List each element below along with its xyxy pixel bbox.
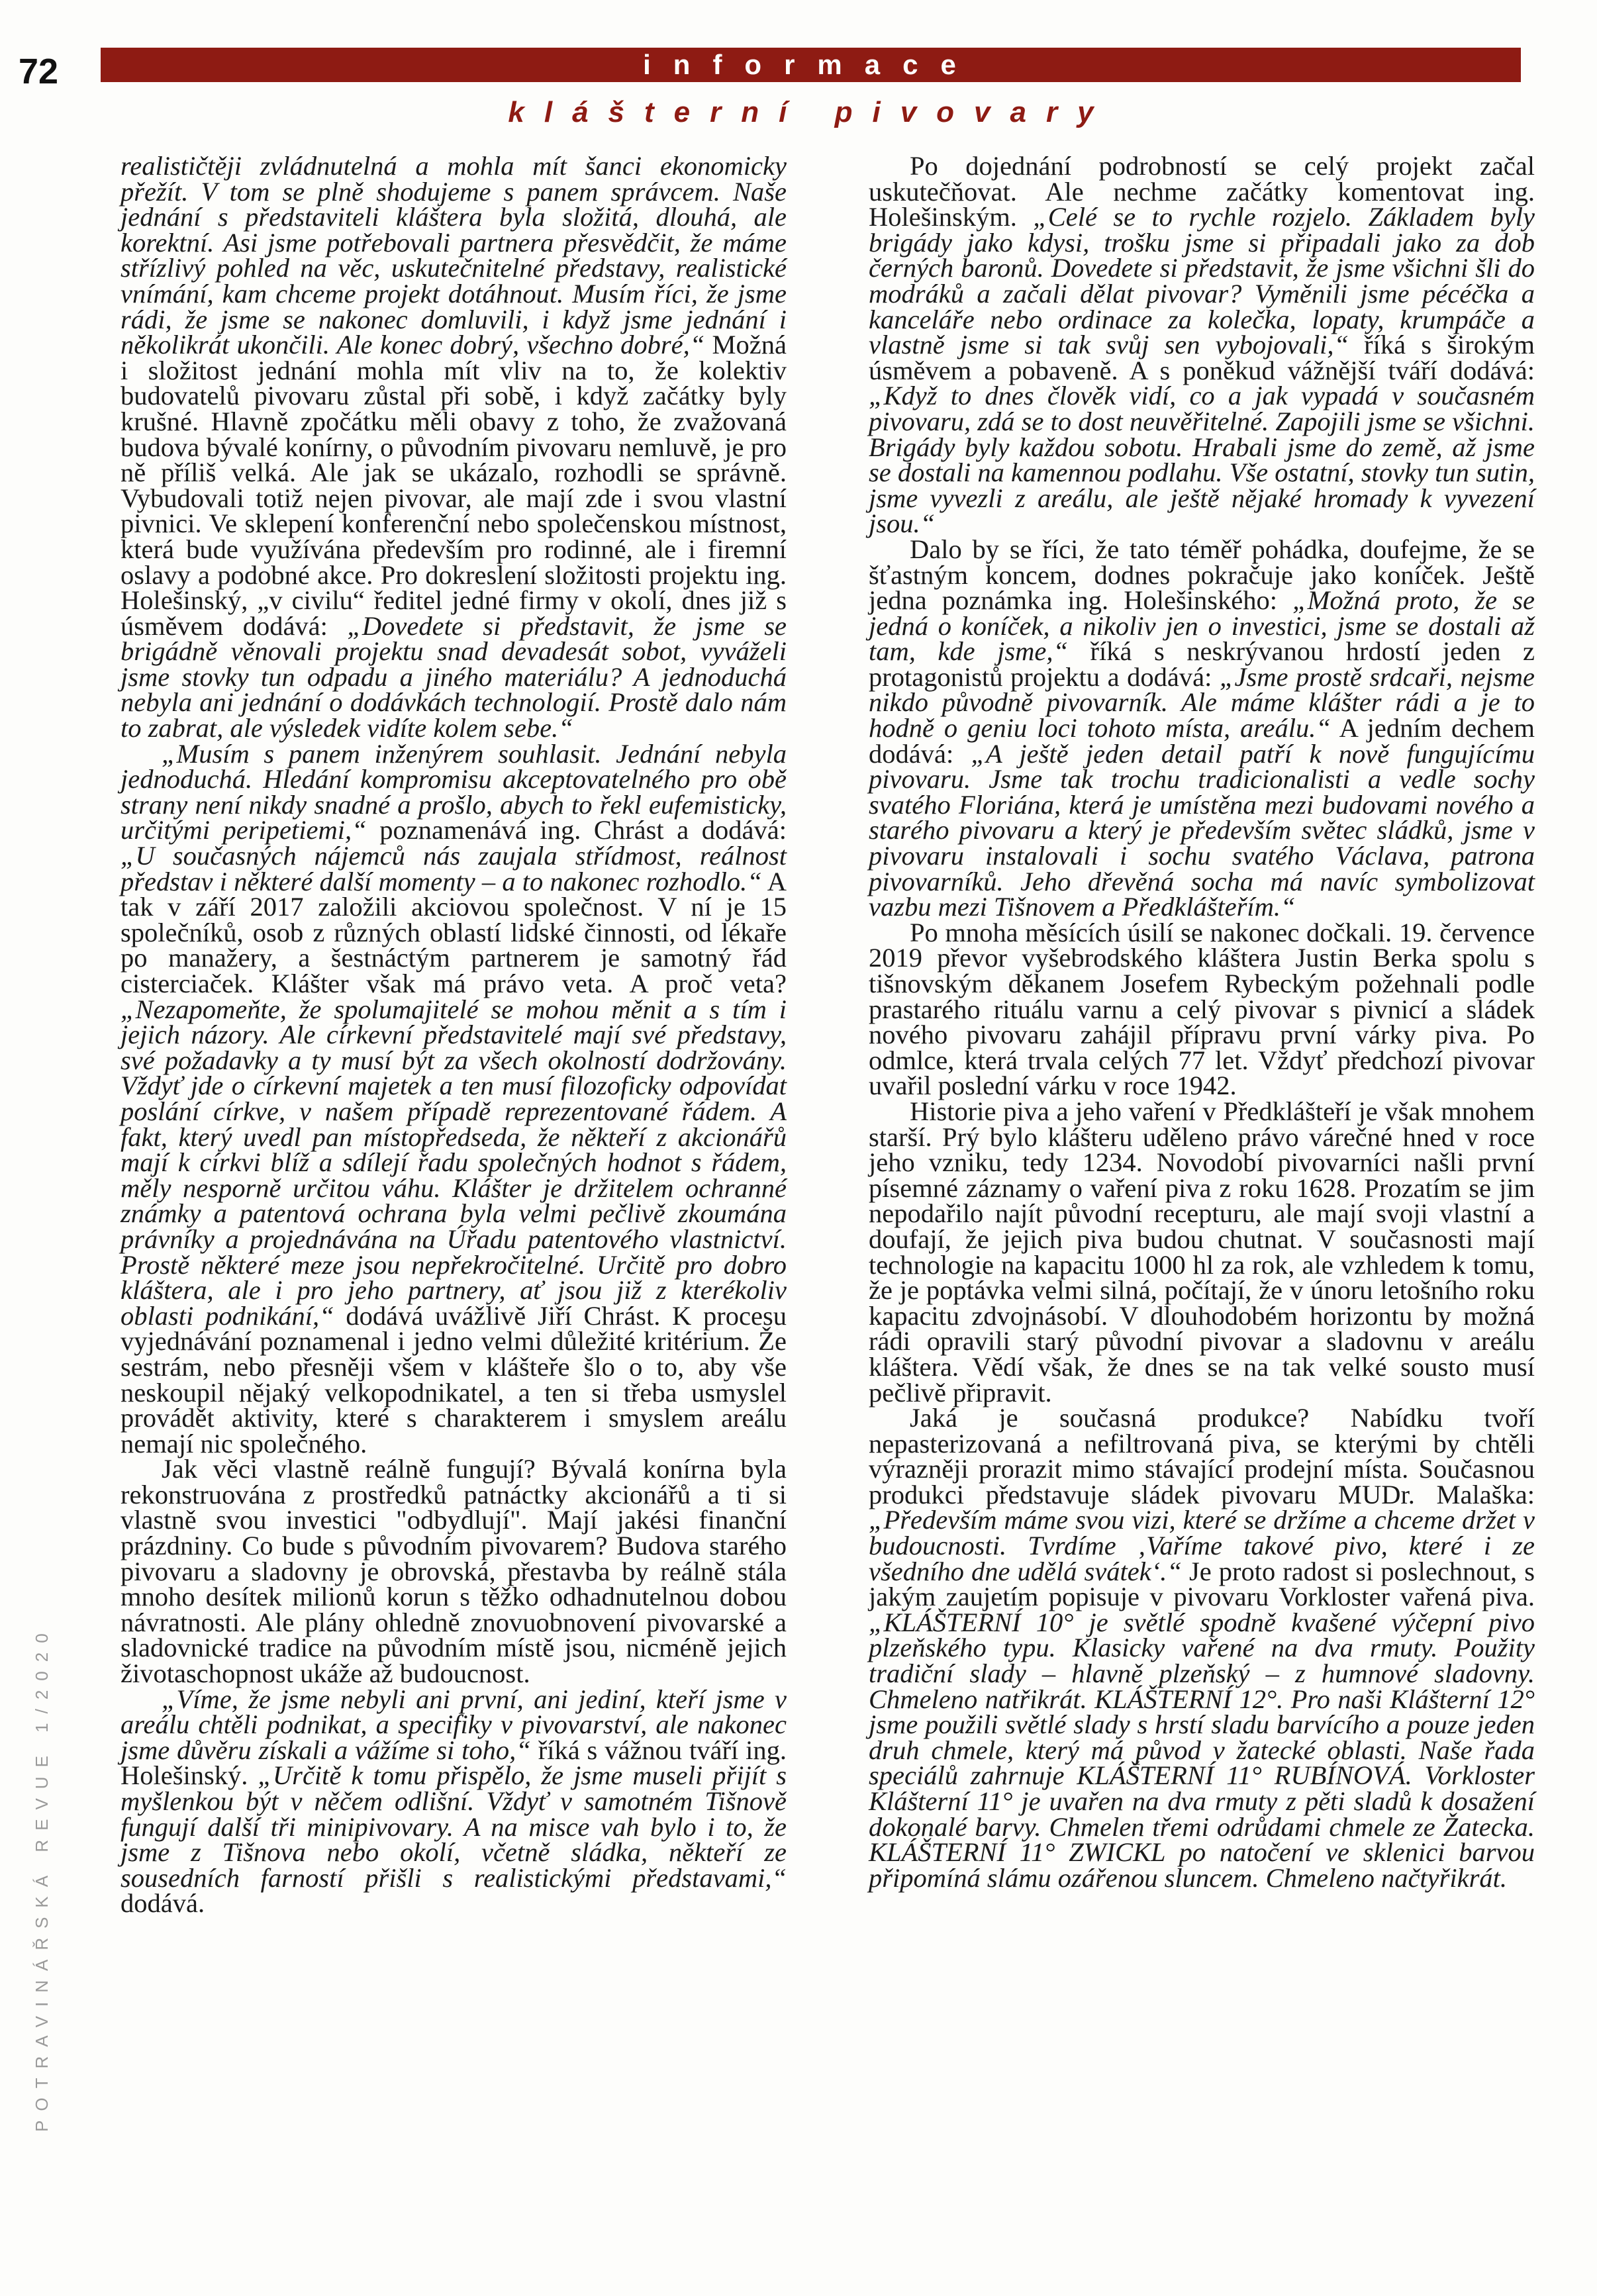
quote-text: „Musím s panem inženýrem souhlasit. Jednání nebyla jednoduchá. Hledání kompromisu akceptovatelného pro obě strany není nikdy snadné a prošlo, abych to řekl eufemisticky, určitými peripetiemi,“ [121, 738, 787, 845]
right-column-paragraph [869, 1403, 1535, 1893]
body-text: A tak v září 2017 založili akciovou společnost. V ní je 15 společníků, osob z různých oblastí lidské činnosti, od lékaře po manažery, a šestnáctým partnerem je samotný řád cisterciaček. Klášter však má právo veta. A proč veta? [121, 866, 787, 998]
quote-text: „Když to dnes člověk vidí, co a jak vypadá v současném pivovaru, zdá se to dost neuvěřitelné. Zapojili jsme se všichni. Brigády byly každou sobotu. Hrabali jsme do země, až jsme se dostali na kamennou podlahu. Vše ostatní, stovky tun sutin, jsme vyvezli z areálu, ale ještě nějaké hromady k vyvezení jsou.“ [869, 381, 1535, 539]
quote-text: „Víme, že jsme nebyli ani první, ani jediní, kteří jsme v areálu chtěli podnikat, a specifiky v pivovarství, ale nakonec jsme důvěru získali a vážíme si toho,“ [121, 1684, 787, 1765]
quote-text: „Dovedete si představit, že jsme se brigádně věnovali projektu snad devadesát sobot, vyváželi jsme stovky tun odpadu a jiného materiálu? A jednoduchá nebyla ani jednání o dodávkách technologií. Prostě dalo nám to zabrat, ale výsledek vidíte kolem sebe.“ [121, 610, 787, 743]
article-column-left [121, 151, 787, 1919]
body-text: Jak věci vlastně reálně fungují? Bývalá konírna byla rekonstruována z prostředků patnáctky akcionářů a ti si vlastně svou investici "odbydlují". Mají jakési finanční prázdniny. Co bude s původním pivovarem? Budova starého pivovaru a sladovny je obrovská, přestavba by reálně stála mnoho desítek milionů korun s těžko odhadnutelnou dobou návratnosti. Ale plány ohledně znovuobnovení pivovarské a sladovnické tradice na původním místě jsou, nicméně jejich životaschopnost ukáže až budoucnost. [121, 1454, 787, 1689]
body-text: Historie piva a jeho vaření v Předklášteří je však mnohem starší. Prý bylo klášteru uděleno právo várečné hned v roce jeho vzniku, tedy 1234. Novodobí pivovarníci našli první písemné záznamy o vaření piva z roku 1628. Prozatím se jim nepodařilo najít původní recepturu, ale mají svoji vlastní a doufají, že jejich piva budou chutnat. V současnosti mají technologie na kapacitu 1000 hl za rok, ale vzhledem k tomu, že je poptávka velmi silná, počítají, že v únoru letošního roku kapacitu zdvojnásobí. V dlouhodobém horizontu by možná rádi opravili starý původní pivovar a sladovnu v areálu kláštera. Vědí však, že dnes se na tak velké sousto musí pečlivě připravit. [869, 1096, 1535, 1408]
body-text: dodává uvážlivě Jiří Chrást. K procesu vyjednávání poznamenal i jedno velmi důležité kritérium. Že sestrám, nebo přesněji všem v klášteře šlo o to, aby vše neskoupil nějaký velkopodnikatel, a ten si třeba usmyslel provádět aktivity, které s charakterem i smyslem areálu nemají nic společného. [121, 1300, 787, 1459]
right-column-paragraph [869, 917, 1535, 1101]
quote-text: „U současných nájemců nás zaujala střídmost, reálnost představ i některé další momenty – a to nakonec rozhodlo.“ [121, 841, 787, 896]
body-text: Po dojednání podrobností se celý projekt začal uskutečňovat. Ale nechme začátky komentovat ing. Holešinským. [869, 151, 1535, 232]
body-text: Dalo by se říci, že tato téměř pohádka, doufejme, že se šťastným koncem, dodnes pokračuje jako koníček. Ještě jedna poznámka ing. Holešinského: [869, 534, 1535, 616]
body-text: dodává. [121, 1888, 205, 1919]
quote-text: „Určitě k tomu přispělo, že jsme museli přijít s myšlenkou být v něčem odlišní. Vždyť v samotném Tišnově fungují další tři minipivovary. A na misce vah bylo i to, že jsme z Tišnova nebo okolí, včetně sládka, někteří ze sousedních farností přišli s realistickými představami,“ [121, 1760, 787, 1893]
section-header-bar: informace [101, 48, 1521, 82]
quote-text: realističtěji zvládnutelná a mohla mít šanci ekonomicky přežít. V tom se plně shodujeme s panem správcem. Naše jednání s představiteli kláštera byla složitá, dlouhá, ale korektní. Asi jsme potřebovali partnera přesvědčit, že máme střízlivý pohled na věc, uskutečnitelné představy, realistické vnímání, kam chceme projekt dotáhnout. Musím říci, že jsme rádi, že jsme se nakonec domluvili, i když jsme jednání i několikrát ukončili. Ale konec dobrý, všechno dobré,“ [121, 151, 787, 360]
quote-text: „Možná proto, že se jedná o koníček, a nikoliv jen o investici, jsme se dostali až tam, kde jsme,“ [869, 585, 1535, 667]
body-text: říká s neskrývanou hrdostí jeden z protagonistů projektu a dodává: [869, 636, 1535, 692]
quote-text: „Nezapomeňte, že spolumajitelé se mohou měnit a s tím i jejich názory. Ale církevní představitelé mají své představy, své požadavky a ty musí být za všech okolností dodržovány. Vždyť jde o církevní majetek a ten musí filozoficky odpovídat poslání církve, v našem případě reprezentované řádem. A fakt, který uvedl pan místopředseda, že někteří z akcionářů mají k církvi blíž a sdílejí řadu společných hodnot s řádem, měly nesporně určitou váhu. Klášter je držitelem ochranné známky a patentová ochrana byla velmi pečlivě zkoumána právníky a projednávána na Úřadu patentového vlastnictví. Prostě některé meze jsou nepřekročitelné. Určitě pro dobro kláštera, ale i pro jeho partnery, ať jsou již z kterékoliv oblasti podnikání,“ [121, 994, 787, 1331]
body-text: říká s vážnou tváří ing. Holešinský. [121, 1735, 787, 1791]
left-column-paragraph [121, 738, 787, 1459]
body-text: Možná i složitost jednání mohla mít vliv na to, že kolektiv budovatelů pivovaru zůstal při sobě, i když začátky byly krušné. Hlavně zpočátku měli obavy z toho, že zvažovaná budova bývalé konírny, o původním pivovaru nemluvě, je pro ně příliš velká. Ale jak se ukázalo, rozhodli se správně. Vybudovali totiž nejen pivovar, ale mají zde i svou vlastní pivnici. Ve sklepení konferenční nebo společenskou místnost, která bude využívána především pro rodinné, ale i firemní oslavy a podobné akce. Pro dokreslení složitosti projektu ing. Holešinský, „v civilu“ ředitel jedné firmy v okolí, dnes již s úsměvem dodává: [121, 330, 787, 641]
body-text: Jaká je současná produkce? Nabídku tvoří nepasterizovaná a nefiltrovaná piva, se kterými by chtěli výrazněji prorazit mimo stávající prodejní místa. Současnou produkci představuje sládek pivovaru MUDr. Malaška: [869, 1403, 1535, 1509]
left-column-paragraph [121, 1454, 787, 1689]
article-column-right [869, 151, 1535, 1893]
quote-text: „KLÁŠTERNÍ 10° je světlé spodně kvašené výčepní pivo plzeňského typu. Klasicky vařené na dva rmuty. Použity tradiční slady – hlavně plzeňský – z humnové sladovny. Chmeleno natřikrát. KLÁŠTERNÍ 12°. Pro naši Klášterní 12° jsme použili světlé slady s hrstí sladu barvícího a pouze jeden druh chmele, který má původ v žatecké oblasti. Naše řada speciálů zahrnuje KLÁŠTERNÍ 11° RUBÍNOVÁ. Vorkloster Klášterní 11° je uvařen na dva rmuty z pěti sladů k dosažení dokonalé barvy. Chmelen třemi odrůdami chmele ze Žatecka. KLÁŠTERNÍ 11° ZWICKL po natočení ve sklenici barvou připomíná slámu ozářenou sluncem. Chmeleno načtyřikrát. [869, 1607, 1535, 1893]
quote-text: „Jsme prostě srdcaři, nejsme nikdo původně pivovarník. Ale máme klášter rádi a je to hodně o geniu loci tohoto místa, areálu.“ [869, 661, 1535, 743]
quote-text: „Především máme svou vizi, které se držíme a chceme držet v budoucnosti. Tvrdíme ‚Vaříme takové pivo, které i ze všedního dne udělá svátek‘.“ [869, 1505, 1535, 1586]
body-text: A jedním dechem dodává: [869, 713, 1535, 769]
body-text: Po mnoha měsících úsilí se nakonec dočkali. 19. července 2019 převor vyšebrodského kláštera Justin Berka spolu s tišnovským děkanem Josefem Rybeckým požehnali podle prastarého rituálu varnu a celý pivovar s pivnicí a sládek nového pivovaru zahájil přípravu první várky piva. Po odmlce, která trvala celých 77 let. Vždyť předchozí pivovar uvařil poslední várku v roce 1942. [869, 917, 1535, 1101]
right-column-paragraph [869, 151, 1535, 539]
quote-text: „Celé se to rychle rozjelo. Základem byly brigády jako kdysi, trošku jsme si připadali jako za dob černých baronů. Dovedete si představit, že jsme všichni šli do modráků a začali dělat pivovar? Vyměnili jsme pécéčka a kanceláře nebo ordinace za kolečka, lopaty, krumpáče a vlastně jsme si tak svůj sen vybojovali,“ [869, 202, 1535, 360]
journal-side-label: POTRAVINÁŘSKÁ REVUE 1/2020 [32, 1624, 52, 2132]
body-text: říká s širokým úsměvem a pobaveně. A s poněkud vážnější tváří dodává: [869, 330, 1535, 385]
quote-text: „A ještě jeden detail patří k nově fungujícímu pivovaru. Jsme tak trochu tradicionalisti a vedle sochy svatého Floriána, která je umístěna mezi budovami nového a starého pivovaru a který je především světec sládků, jsme v pivovaru instalovali i sochu svatého Václava, patrona pivovarníků. Jeho dřevěná socha má navíc symbolizovat vazbu mezi Tišnovem a Předklášteřím.“ [869, 738, 1535, 922]
right-column-paragraph [869, 534, 1535, 922]
subsection-title: klášterní pivovary [508, 96, 1114, 128]
left-column-paragraph [121, 151, 787, 743]
page-number: 72 [19, 52, 59, 91]
right-column-paragraph [869, 1096, 1535, 1408]
left-column-paragraph [121, 1684, 787, 1919]
body-text: Je proto radost si poslechnout, s jakým zaujetím popisuje v pivovaru Vorkloster vařená piva. [869, 1556, 1535, 1612]
body-text: poznamenává ing. Chrást a dodává: [366, 815, 787, 845]
